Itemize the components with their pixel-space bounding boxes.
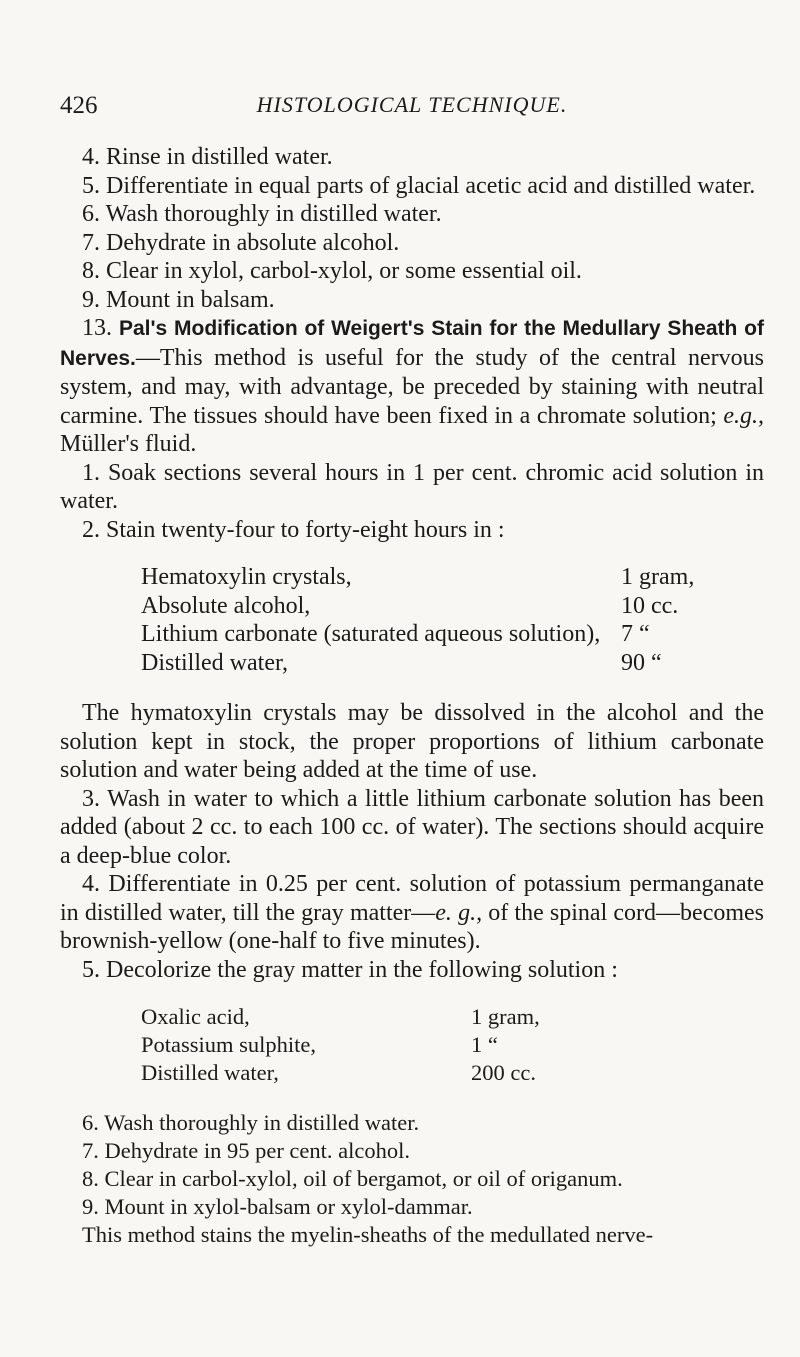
ingredient-amount: 1 gram, <box>621 564 695 590</box>
step-8-clear-final: 8. Clear in carbol-xylol, oil of bergamot, or oil of origanum. <box>82 1166 623 1191</box>
decolorize-formula <box>141 1003 681 1087</box>
ingredient-name: Distilled water, <box>141 1060 279 1085</box>
step-4-text: 4. Differentiate in 0.25 per cent. solution of potassium permanganate in distilled water, till the gray matter— <box>60 871 764 926</box>
ingredient-amount: 1 “ <box>471 1032 498 1057</box>
section-text: —This method is useful for the study of the central nervous system, and may, with advantage, be preceded by staining with neutral carmine. The tissues should have been fixed in a chromate solution; <box>60 344 764 429</box>
step-8-clear: 8. Clear in xylol, carbol-xylol, or some essential oil. <box>82 258 582 284</box>
running-title: HISTOLOGICAL TECHNIQUE. <box>256 92 568 117</box>
step-4-differentiate <box>60 870 764 956</box>
step-4-rinse: 4. Rinse in distilled water. <box>82 144 333 170</box>
final-steps <box>60 1109 764 1249</box>
step-7-dehydrate: 7. Dehydrate in absolute alcohol. <box>82 229 400 256</box>
stain-formula <box>141 563 708 677</box>
ingredient-amount: 7 “ <box>621 621 650 647</box>
section-text-end: Müller's fluid. <box>60 431 197 457</box>
page-body <box>60 143 764 1249</box>
step-9-mount-final: 9. Mount in xylol-balsam or xylol-dammar. <box>82 1194 473 1219</box>
formula-row <box>141 563 708 592</box>
ingredient-name: Oxalic acid, <box>141 1004 250 1029</box>
ingredient-amount: 200 cc. <box>471 1060 536 1085</box>
page-number: 426 <box>60 92 98 119</box>
eg-abbreviation: e.g., <box>723 402 765 429</box>
ingredient-name: Hematoxylin crystals, <box>141 564 352 590</box>
page-header <box>60 92 764 132</box>
step-9-mount: 9. Mount in balsam. <box>82 286 275 313</box>
step-5-differentiate: 5. Differentiate in equal parts of glacial acetic acid and distilled water. <box>82 172 756 199</box>
step-6-wash-final: 6. Wash thoroughly in distilled water. <box>82 1110 420 1135</box>
ingredient-name: Distilled water, <box>141 649 288 676</box>
step-1-soak: 1. Soak sections several hours in 1 per cent. chromic acid solution in water. <box>60 459 764 514</box>
ingredient-amount: 10 cc. <box>621 592 679 619</box>
section-13-paragraph <box>60 314 764 459</box>
step-5-decolorize: 5. Decolorize the gray matter in the following solution : <box>82 956 618 983</box>
ingredient-name: Absolute alcohol, <box>141 592 311 619</box>
ingredient-amount: 1 gram, <box>471 1004 540 1029</box>
formula-row <box>141 1031 681 1059</box>
closing-line: This method stains the myelin-sheaths of the medullated nerve- <box>82 1222 654 1247</box>
formula-row <box>141 1003 681 1031</box>
formula-row <box>141 649 708 678</box>
step-3-wash-lithium: 3. Wash in water to which a little lithium carbonate solution has been added (about 2 cc. to each 100 cc. of water). The sections should acquire a deep-blue color. <box>60 785 764 869</box>
eg-abbreviation: e. g., <box>435 899 483 926</box>
formula-row <box>141 592 708 621</box>
step-4-text-end: of the spinal cord—becomes brownish-yellow (one-half to five minutes). <box>60 899 765 954</box>
ingredient-amount: 90 “ <box>621 649 662 676</box>
step-2-stain: 2. Stain twenty-four to forty-eight hours in : <box>82 516 505 543</box>
section-heading: Pal's Modification of Weigert's Stain for the Medullary Sheath of Nerves. <box>60 317 764 370</box>
step-7-dehydrate-final: 7. Dehydrate in 95 per cent. alcohol. <box>82 1138 411 1163</box>
formula-row <box>141 620 708 649</box>
ingredient-name: Lithium carbonate (saturated aqueous solution), <box>141 621 601 647</box>
ingredient-name: Potassium sulphite, <box>141 1032 317 1057</box>
step-6-wash: 6. Wash thoroughly in distilled water. <box>82 201 442 227</box>
formula-row <box>141 1059 681 1087</box>
stock-paragraph: The hymatoxylin crystals may be dissolved in the alcohol and the solution kept in stock, the proper proportions of lithium carbonate solution and water being added at the time of use. <box>60 700 764 783</box>
section-number: 13. <box>82 315 112 341</box>
